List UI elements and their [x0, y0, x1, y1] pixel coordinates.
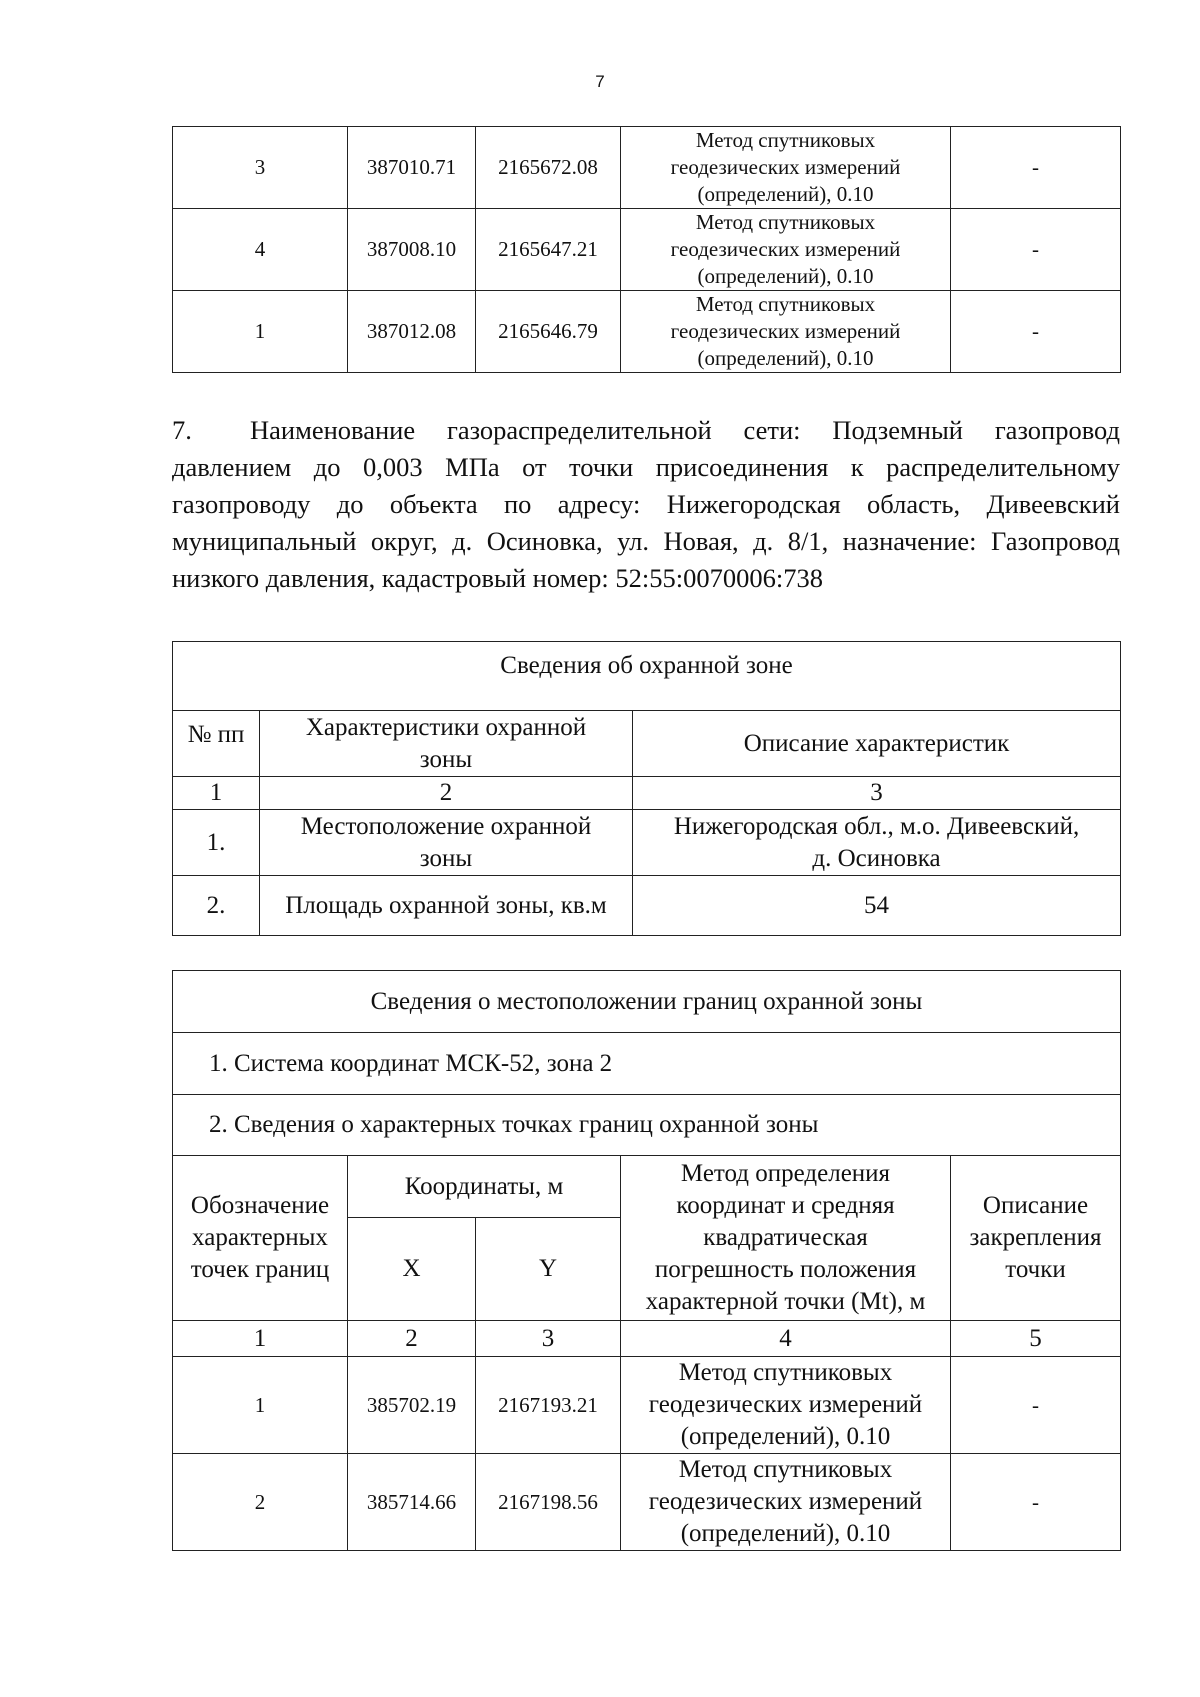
header-characteristics-line: зоны	[419, 745, 473, 773]
y-coordinate-cell: 2165647.21	[476, 209, 621, 291]
header-line: Обозначение	[190, 1192, 330, 1219]
point-id-cell: 1	[173, 291, 348, 373]
page-number: 7	[595, 72, 605, 91]
header-line: координат и средняя	[676, 1192, 895, 1219]
y-coordinate-cell: 2165672.08	[476, 127, 621, 209]
points-table-continued	[172, 126, 1121, 373]
method-cell	[621, 127, 951, 209]
boundary-info-table	[172, 970, 1121, 1551]
boundary-title: Сведения о местоположении границ охранной зоны	[173, 971, 1121, 1033]
method-line: Метод спутниковых	[678, 1359, 893, 1386]
header-line: характерной точки (Mt), м	[645, 1288, 926, 1315]
zone-row-desc-line: Нижегородская обл., м.о. Дивеевский,	[673, 812, 1080, 840]
header-designation	[173, 1156, 348, 1321]
zone-row-desc	[633, 810, 1121, 876]
zone-info-table	[172, 641, 1121, 936]
header-num: № пп	[173, 711, 260, 777]
zone-info-title: Сведения об охранной зоне	[173, 642, 1121, 711]
zone-row-num: 1.	[173, 810, 260, 876]
y-coordinate-cell: 2167198.56	[476, 1454, 621, 1551]
column-number: 4	[621, 1321, 951, 1357]
zone-row-char-line: Местоположение охранной	[300, 812, 592, 840]
method-line: (определений), 0.10	[680, 1423, 891, 1450]
header-description: Описание характеристик	[633, 711, 1121, 777]
method-cell	[621, 1357, 951, 1454]
x-coordinate-cell: 387012.08	[348, 291, 476, 373]
header-line: характерных	[192, 1224, 328, 1251]
fixing-description-cell: -	[951, 291, 1121, 373]
header-x: X	[348, 1218, 476, 1321]
header-line: закрепления	[969, 1224, 1102, 1251]
method-line: Метод спутниковых	[695, 292, 876, 316]
section-text: Наименование газораспределительной сети: Подземный газопровод давлением до 0,003 МПа от точки присоединения к распределительному газопроводу до объекта по адресу: Нижегородская область, Дивеевский муниципальный округ, д. Осиновка, ул. Новая, д. 8/1, назначение: Газопровод низкого давления, кадастровый номер: 52:55:0070006:738	[172, 415, 1120, 593]
point-id-cell: 3	[173, 127, 348, 209]
header-characteristics-line: Характеристики охранной	[305, 713, 587, 741]
column-number: 3	[633, 777, 1121, 810]
table-row	[173, 209, 1121, 291]
header-y: Y	[476, 1218, 621, 1321]
zone-row-desc: 54	[633, 876, 1121, 936]
section-7-paragraph	[172, 412, 1120, 597]
header-characteristics	[260, 711, 633, 777]
method-cell	[621, 1454, 951, 1551]
fixing-description-cell: -	[951, 1454, 1121, 1551]
column-number: 5	[951, 1321, 1121, 1357]
method-line: (определений), 0.10	[697, 264, 874, 288]
zone-row-char	[260, 810, 633, 876]
header-line: Метод определения	[680, 1160, 891, 1187]
column-number: 2	[260, 777, 633, 810]
zone-row-num: 2.	[173, 876, 260, 936]
fixing-description-cell: -	[951, 1357, 1121, 1454]
method-line: геодезических измерений	[648, 1391, 923, 1418]
method-line: геодезических измерений	[648, 1488, 923, 1515]
x-coordinate-cell: 387008.10	[348, 209, 476, 291]
method-line: геодезических измерений	[670, 155, 901, 179]
method-line: (определений), 0.10	[697, 346, 874, 370]
header-method	[621, 1156, 951, 1321]
header-fixing	[951, 1156, 1121, 1321]
table-row	[173, 1357, 1121, 1454]
header-line: точек границ	[190, 1256, 330, 1283]
x-coordinate-cell: 387010.71	[348, 127, 476, 209]
method-line: (определений), 0.10	[680, 1520, 891, 1547]
section-number: 7.	[172, 415, 192, 445]
x-coordinate-cell: 385702.19	[348, 1357, 476, 1454]
header-coordinates: Координаты, м	[348, 1156, 621, 1218]
column-number: 3	[476, 1321, 621, 1357]
header-line: точки	[1005, 1256, 1066, 1283]
x-coordinate-cell: 385714.66	[348, 1454, 476, 1551]
method-line: Метод спутниковых	[695, 210, 876, 234]
header-line: погрешность положения	[654, 1256, 917, 1283]
method-line: геодезических измерений	[670, 319, 901, 343]
y-coordinate-cell: 2167193.21	[476, 1357, 621, 1454]
table-row	[173, 127, 1121, 209]
table-row	[173, 1454, 1121, 1551]
method-cell	[621, 209, 951, 291]
method-line: Метод спутниковых	[678, 1456, 893, 1483]
column-number: 1	[173, 1321, 348, 1357]
zone-row-char-line: зоны	[419, 844, 473, 872]
point-id-cell: 4	[173, 209, 348, 291]
zone-row-char: Площадь охранной зоны, кв.м	[260, 876, 633, 936]
method-line: (определений), 0.10	[697, 182, 874, 206]
header-line: квадратическая	[703, 1224, 868, 1251]
table-row	[173, 291, 1121, 373]
column-number: 2	[348, 1321, 476, 1357]
zone-row-desc-line: д. Осиновка	[812, 844, 941, 872]
column-number: 1	[173, 777, 260, 810]
header-line: Описание	[982, 1192, 1089, 1219]
coordinate-system: 1. Система координат МСК-52, зона 2	[173, 1033, 1121, 1095]
point-id-cell: 1	[173, 1357, 348, 1454]
y-coordinate-cell: 2165646.79	[476, 291, 621, 373]
points-title: 2. Сведения о характерных точках границ охранной зоны	[173, 1095, 1121, 1156]
method-line: Метод спутниковых	[695, 128, 876, 152]
fixing-description-cell: -	[951, 209, 1121, 291]
method-line: геодезических измерений	[670, 237, 901, 261]
point-id-cell: 2	[173, 1454, 348, 1551]
method-cell	[621, 291, 951, 373]
fixing-description-cell: -	[951, 127, 1121, 209]
